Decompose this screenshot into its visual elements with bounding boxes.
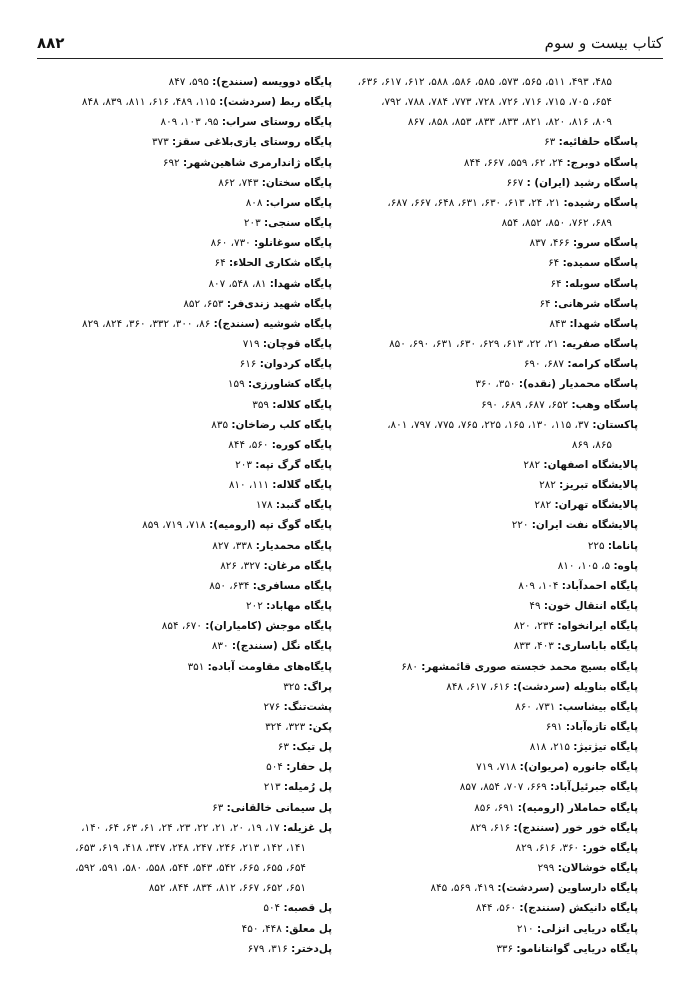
entry-pages: ۶۶۷: [506, 176, 524, 189]
entry-name: پل رُمیله:: [283, 781, 332, 794]
entry-pages: ۶۱۶: [239, 358, 257, 371]
index-entry: [338, 334, 638, 354]
index-entry: [32, 536, 332, 556]
entry-name: پایگاه شهدا:: [269, 277, 332, 290]
entry-name: پشت‌تنگ:: [283, 700, 332, 713]
entry-pages: ۴۴۸، ۴۵۰: [241, 922, 282, 935]
entry-name: پایگاه مسافری:: [252, 579, 332, 592]
entry-name: پایگاه دریایی گوانتانامو:: [516, 942, 638, 955]
entry-pages: ۶۳: [212, 801, 224, 814]
entry-name: پایگاه کوره:: [271, 438, 332, 451]
index-entry-continuation: [338, 112, 638, 132]
entry-pages: ۶۶۹، ۷۰۷، ۸۵۴، ۸۵۷: [459, 781, 547, 794]
entry-pages: ۶۵۱، ۶۵۲، ۶۶۷، ۸۱۲، ۸۳۴، ۸۴۴، ۸۵۲: [148, 882, 306, 895]
entry-name: پاسگاه صفریه:: [561, 338, 638, 351]
entry-pages: ۲۱۵، ۸۱۸: [529, 741, 570, 754]
index-entry: [338, 636, 638, 656]
entry-name: پل سیمانی خالقانی:: [226, 801, 332, 814]
index-entry: [32, 455, 332, 475]
entry-pages: ۸۰۹، ۸۱۶، ۸۲۰، ۸۲۱، ۸۳۳، ۸۳۳، ۸۵۳، ۸۵۸، ۸۶۷: [407, 116, 612, 129]
entry-name: پاسگاه سمیده:: [562, 257, 638, 270]
index-entry: [338, 697, 638, 717]
entry-pages: ۶۳: [277, 741, 289, 754]
entry-pages: ۳۶۰، ۶۱۶، ۸۲۹: [515, 841, 580, 854]
entry-name: پاناما:: [607, 539, 638, 552]
entry-pages: ۱۷، ۱۹، ۲۰، ۲۱، ۲۲، ۲۳، ۲۴، ۶۱، ۶۳، ۶۴، ۱۴۰،: [81, 821, 280, 834]
index-entry: [338, 274, 638, 294]
entry-pages: ۷۱۹: [242, 338, 260, 351]
entry-name: پایگاه قوچان:: [262, 338, 332, 351]
index-entry: [32, 717, 332, 737]
index-entry: [338, 798, 638, 818]
index-entry: [32, 556, 332, 576]
entry-name: پایگاه محمدیار:: [255, 539, 332, 552]
entry-name: پایگاه سختان:: [261, 176, 332, 189]
book-title: کتاب بیست و سوم: [544, 34, 663, 52]
entry-name: پاسگاه سوبله:: [564, 277, 638, 290]
index-entry: [338, 173, 638, 193]
entry-pages: ۶۵۳، ۸۵۲: [183, 297, 224, 310]
index-entry: [32, 132, 332, 152]
entry-name: پراگ:: [303, 680, 332, 693]
entry-pages: ۲۹۹: [537, 862, 555, 875]
entry-pages: ۳۲۵: [283, 680, 300, 693]
entry-name: پایگاه سراب:: [265, 196, 332, 209]
index-entry: [32, 697, 332, 717]
entry-name: پایگاه حماملار (ارومیه):: [517, 801, 638, 814]
entry-name: پاکستان:: [592, 418, 638, 431]
entry-name: پایگاه دوویسه (سنندج):: [212, 76, 332, 88]
entry-pages: ۴۰۳، ۸۳۳: [513, 640, 554, 653]
entry-pages: ۲۱۰: [516, 922, 534, 935]
entry-name: پایگاه روستای سراب:: [221, 116, 332, 129]
index-entry: [338, 536, 638, 556]
entry-pages: ۳۳۸، ۸۲۷: [212, 539, 253, 552]
entry-pages: ۵۶۰، ۸۴۴: [228, 438, 269, 451]
index-entry: [32, 294, 332, 314]
index-entry: [338, 777, 638, 797]
entry-pages: ۸۰۸: [245, 196, 263, 209]
entry-pages: ۷۳۰، ۸۶۰: [210, 237, 251, 250]
entry-name: پایگاه بسیج محمد خجسته صوری قائمشهر:: [421, 660, 638, 673]
entry-pages: ۳۱۶، ۶۷۹: [247, 942, 288, 955]
entry-pages: ۲۰۲: [246, 600, 263, 613]
index-entry: [32, 798, 332, 818]
entry-pages: ۳۵۹: [252, 398, 269, 411]
entry-pages: ۸۴۳: [549, 317, 567, 330]
entry-name: پل‌دختر:: [291, 942, 332, 955]
entry-name: پایگاه نگل (سنندج):: [231, 640, 332, 653]
index-entry: [32, 415, 332, 435]
entry-pages: ۶۴: [550, 277, 562, 290]
entry-name: پایگاه ژاندارمری شاهین‌شهر:: [182, 156, 332, 169]
index-entry: [32, 72, 332, 92]
index-entry: [338, 858, 638, 878]
entry-pages: ۳۵۰، ۳۶۰: [475, 378, 516, 391]
entry-pages: ۱۵۹: [227, 378, 245, 391]
index-entry: [338, 596, 638, 616]
entry-pages: ۹۵، ۱۰۳، ۸۰۹: [160, 116, 219, 129]
entry-name: پایگاه سوغانلو:: [254, 237, 332, 250]
index-entry: [32, 193, 332, 213]
entry-name: پایگاه شهید زندی‌فر:: [226, 297, 332, 310]
entry-pages: ۱۰۴، ۸۰۹: [518, 579, 559, 592]
index-entry: [32, 213, 332, 233]
entry-name: پایگاه مهاباد:: [266, 600, 332, 613]
index-entry: [338, 838, 638, 858]
page-number: ۸۸۲: [37, 34, 65, 52]
entry-name: پل معلق:: [285, 922, 332, 935]
index-entry: [338, 677, 638, 697]
entry-name: پایگاه‌های مقاومت آباده:: [207, 660, 332, 673]
index-entry: [338, 898, 638, 918]
index-entry: [32, 919, 332, 939]
index-entry: [32, 92, 332, 112]
index-entry: [338, 757, 638, 777]
index-entry: [32, 495, 332, 515]
entry-name: پایگاه جبرئیل‌آباد:: [550, 781, 638, 794]
entry-name: پایگاه گرگ تپه:: [255, 458, 332, 471]
entry-pages: ۲۸۲: [539, 479, 556, 492]
entry-pages: ۲۲۰: [511, 519, 529, 532]
index-entry: [338, 878, 638, 898]
entry-pages: ۶۸۰: [401, 660, 418, 673]
index-entry-continuation: [338, 92, 638, 112]
entry-pages: ۲۱۳: [263, 781, 281, 794]
entry-name: پایگاه تازه‌آباد:: [565, 721, 638, 733]
entry-pages: ۷۱۸، ۷۱۹، ۸۵۹: [142, 519, 206, 532]
entry-name: پایگاه تیژتیژ:: [573, 741, 638, 754]
entry-pages: ۳۷۳: [151, 136, 169, 149]
entry-name: پاسگاه حلفائیه:: [558, 136, 638, 149]
index-entry: [32, 757, 332, 777]
index-entry: [32, 777, 332, 797]
index-entry: [338, 132, 638, 152]
entry-pages: ۳۲۳، ۳۲۴: [265, 721, 306, 733]
entry-name: پالایشگاه تبریز:: [559, 479, 638, 492]
entry-pages: ۸۶۵، ۸۶۹: [571, 438, 612, 451]
index-column-left: [32, 72, 332, 959]
index-entry: [338, 919, 638, 939]
index-entry: [338, 395, 638, 415]
entry-pages: ۶۴: [214, 257, 226, 270]
index-entry: [32, 112, 332, 132]
entry-name: پایگاه دانیکش (سنندج):: [519, 902, 638, 915]
index-entry: [338, 657, 638, 677]
index-entry: [338, 153, 638, 173]
entry-name: پایگاه کشاورزی:: [247, 378, 332, 391]
entry-pages: ۲۱، ۲۴، ۶۱۳، ۶۳۰، ۶۳۱، ۶۴۸، ۶۶۷، ۶۸۷،: [387, 196, 561, 209]
entry-name: پایگاه روستای یازی‌بلاغی سقز:: [172, 136, 332, 149]
entry-pages: ۵۶۰، ۸۴۴: [475, 902, 517, 915]
entry-pages: ۶۷۰، ۸۵۴: [161, 620, 202, 633]
entry-name: پالایشگاه اصفهان:: [543, 458, 638, 471]
entry-name: پاسگاه وهب:: [571, 398, 638, 411]
entry-name: پل غزیله:: [283, 821, 332, 834]
entry-pages: ۶۵۲، ۶۸۷، ۶۸۹، ۶۹۰: [481, 398, 569, 411]
entry-pages: ۷۳۱، ۸۶۰: [515, 700, 556, 713]
index-entry: [32, 354, 332, 374]
entry-pages: ۶۵۴، ۷۰۵، ۷۱۵، ۷۱۶، ۷۲۶، ۷۲۸، ۷۷۳، ۷۸۴، ۷۸۸، ۷۹۲،: [381, 96, 612, 109]
index-entry: [338, 253, 638, 273]
entry-name: پایگاه شوشیه (سنندج):: [213, 317, 332, 330]
entry-pages: ۷۴۳، ۸۶۲: [218, 176, 259, 189]
index-entry: [32, 596, 332, 616]
index-entry: [32, 818, 332, 838]
entry-pages: ۲۸۲: [534, 499, 552, 512]
index-entry: [338, 556, 638, 576]
entry-pages: ۶۳: [544, 136, 556, 149]
entry-name: پایگاه گنبد:: [275, 499, 332, 512]
index-entry: [338, 616, 638, 636]
index-entry: [338, 415, 638, 435]
index-entry: [338, 354, 638, 374]
index-entry: [32, 334, 332, 354]
index-entry: [32, 395, 332, 415]
index-entry: [338, 515, 638, 535]
index-entry: [32, 636, 332, 656]
index-entry: [32, 515, 332, 535]
index-entry: [32, 616, 332, 636]
entry-pages: ۶۹۱: [545, 721, 563, 733]
entry-pages: ۳۲۷، ۸۲۶: [220, 559, 261, 572]
entry-name: پایگاه گلاله:: [272, 479, 332, 492]
index-entry: [32, 153, 332, 173]
entry-name: پایگاه کلاله:: [272, 398, 332, 411]
entry-pages: ۲۰۳: [243, 217, 261, 230]
entry-pages: ۳۳۶: [496, 942, 514, 955]
entry-name: پایگاه احمدآباد:: [561, 579, 638, 592]
entry-name: پایگاه بناویله (سردشت):: [513, 680, 638, 693]
entry-name: پاسگاه کرامه:: [567, 358, 638, 371]
entry-name: پایگاه کلب رضاخان:: [231, 418, 332, 431]
index-entry: [32, 233, 332, 253]
entry-name: پایگاه بیشاسب:: [558, 700, 638, 713]
index-entry-continuation: [32, 858, 332, 878]
entry-name: پالایشگاه تهران:: [554, 499, 638, 512]
entry-pages: ۳۷، ۱۱۵، ۱۳۰، ۱۶۵، ۲۲۵، ۷۶۵، ۷۷۵، ۷۹۷، ۸۰۱،: [387, 418, 590, 431]
index-entry: [338, 737, 638, 757]
entry-pages: ۱۱۵، ۴۸۹، ۶۱۶، ۸۱۱، ۸۳۹، ۸۴۸: [81, 96, 216, 109]
entry-pages: ۱۱۱، ۸۱۰: [228, 479, 269, 492]
entry-name: پل حفار:: [286, 761, 332, 774]
entry-name: پایگاه سنجی:: [263, 217, 332, 230]
index-entry: [32, 274, 332, 294]
entry-pages: ۶۹۲: [162, 156, 180, 169]
entry-pages: ۸۶، ۳۰۰، ۳۳۲، ۳۶۰، ۸۲۴، ۸۲۹: [82, 317, 211, 330]
entry-pages: ۴۸۵، ۴۹۳، ۵۱۱، ۵۶۵، ۵۷۳، ۵۸۵، ۵۸۶، ۵۸۸، ۶۱۲، ۶۱۷، ۶۳۶،: [357, 76, 612, 88]
entry-pages: ۶۱۶، ۸۲۹: [470, 821, 511, 834]
entry-pages: ۴۹: [529, 600, 541, 613]
entry-pages: ۶۴: [548, 257, 560, 270]
entry-pages: ۴۱۹، ۵۶۹، ۸۴۵: [430, 882, 495, 895]
entry-name: پایگاه انتقال خون:: [543, 600, 638, 613]
entry-name: پایگاه دریایی انزلی:: [536, 922, 638, 935]
entry-name: پل قصبه:: [283, 902, 332, 915]
entry-name: پل تیک:: [292, 741, 332, 754]
index-entry: [338, 455, 638, 475]
entry-pages: ۶۸۷، ۶۹۰: [523, 358, 564, 371]
entry-name: پایگاه خور:: [582, 841, 638, 854]
entry-name: پایگاه جانوره (مریوان):: [519, 761, 638, 774]
index-entry: [32, 939, 332, 959]
entry-pages: ۸۱، ۵۴۸، ۸۰۷: [208, 277, 267, 290]
entry-name: پاوه:: [613, 559, 638, 572]
entry-name: پکن:: [308, 721, 332, 733]
index-entry: [338, 374, 638, 394]
entry-pages: ۶۸۹، ۷۶۲، ۸۵۰، ۸۵۲، ۸۵۴: [501, 217, 612, 230]
index-entry: [32, 737, 332, 757]
entry-name: پاسگاه شرهانی:: [553, 297, 638, 310]
index-entry-continuation: [338, 213, 638, 233]
entry-pages: ۲۳۴، ۸۲۰: [513, 620, 555, 633]
page-header: [37, 28, 663, 59]
entry-name: پایگاه ربط (سردشت):: [219, 96, 332, 109]
entry-name: پایگاه موجش (کامیاران):: [205, 620, 332, 633]
index-entry: [32, 475, 332, 495]
entry-name: پایگاه دارساوین (سردشت):: [497, 882, 638, 895]
index-entry: [338, 475, 638, 495]
index-entry: [338, 939, 638, 959]
index-entry: [32, 898, 332, 918]
entry-pages: ۶۱۶، ۶۱۷، ۸۴۸: [446, 680, 510, 693]
entry-pages: ۵۰۴: [263, 902, 281, 915]
entry-name: پایگاه مرغان:: [263, 559, 332, 572]
entry-name: پاسگاه رشید (ایران) :: [526, 176, 638, 189]
entry-pages: ۲۷۶: [263, 700, 281, 713]
entry-name: پاسگاه شهدا:: [569, 317, 638, 330]
entry-pages: ۶۳۴، ۸۵۰: [209, 579, 250, 592]
index-entry: [32, 374, 332, 394]
index-entry: [32, 435, 332, 455]
entry-name: پایگاه کردوان:: [259, 358, 332, 371]
entry-pages: ۲۸۲: [523, 458, 541, 471]
entry-name: پایگاه باباساری:: [557, 640, 638, 653]
entry-pages: ۵۰۴: [266, 761, 283, 774]
entry-name: پایگاه خور خور (سنندج):: [513, 821, 638, 834]
entry-pages: ۸۳۰: [211, 640, 229, 653]
index-entry-continuation: [32, 878, 332, 898]
index-entry: [32, 253, 332, 273]
entry-pages: ۶۴: [539, 297, 551, 310]
index-entry-continuation: [338, 72, 638, 92]
entry-pages: ۸۳۵: [211, 418, 229, 431]
index-entry: [338, 495, 638, 515]
index-entry-continuation: [338, 435, 638, 455]
index-entry: [32, 657, 332, 677]
entry-name: پایگاه خوشالان:: [557, 862, 638, 875]
index-entry: [32, 677, 332, 697]
entry-pages: ۲۴، ۶۲، ۵۵۹، ۶۶۷، ۸۴۴: [463, 156, 564, 169]
entry-pages: ۳۵۱: [187, 660, 205, 673]
entry-name: پاسگاه دوبرج:: [566, 156, 638, 169]
entry-pages: ۶۹۱، ۸۵۶: [474, 801, 515, 814]
entry-pages: ۵۹۵، ۸۴۷: [168, 76, 209, 88]
entry-name: پاسگاه رشیده:: [563, 196, 638, 209]
entry-pages: ۶۵۴، ۶۵۵، ۶۶۵، ۵۴۲، ۵۴۳، ۵۴۴، ۵۵۸، ۵۸۰، ۵۹۱، ۵۹۲،: [75, 862, 306, 875]
entry-pages: ۲۲۵: [587, 539, 605, 552]
index-entry: [338, 717, 638, 737]
entry-name: پایگاه شکاری الحلاء:: [229, 257, 332, 270]
index-entry: [338, 193, 638, 213]
index-entry: [32, 314, 332, 334]
index-entry: [338, 314, 638, 334]
entry-name: پایگاه ایرانخواه:: [557, 620, 638, 633]
entry-pages: ۱۷۸: [255, 499, 273, 512]
entry-name: پالایشگاه نفت ایران:: [531, 519, 638, 532]
entry-pages: ۱۴۱، ۱۴۲، ۲۱۳، ۲۴۶، ۲۴۷، ۲۴۸، ۳۴۷، ۴۱۸، ۶۱۹، ۶۵۳،: [75, 841, 306, 854]
index-entry: [338, 576, 638, 596]
index-entry: [338, 818, 638, 838]
entry-pages: ۴۶۶، ۸۳۷: [529, 237, 570, 250]
entry-pages: ۲۰۳: [235, 458, 252, 471]
index-entry: [338, 294, 638, 314]
entry-name: پاسگاه سرو:: [572, 237, 638, 250]
index-column-right: [338, 72, 638, 959]
index-entry-continuation: [32, 838, 332, 858]
index-entry: [338, 233, 638, 253]
entry-name: پاسگاه محمدیار (نقده):: [518, 378, 638, 391]
entry-pages: ۵، ۱۰۵، ۸۱۰: [557, 559, 611, 572]
index-entry: [32, 576, 332, 596]
entry-name: پایگاه گوگ تپه (ارومیه):: [209, 519, 332, 532]
entry-pages: ۲۱، ۲۲، ۶۱۳، ۶۲۹، ۶۳۰، ۶۳۱، ۶۹۰، ۸۵۰: [389, 338, 559, 351]
index-entry: [32, 173, 332, 193]
entry-pages: ۷۱۸، ۷۱۹: [476, 761, 517, 774]
